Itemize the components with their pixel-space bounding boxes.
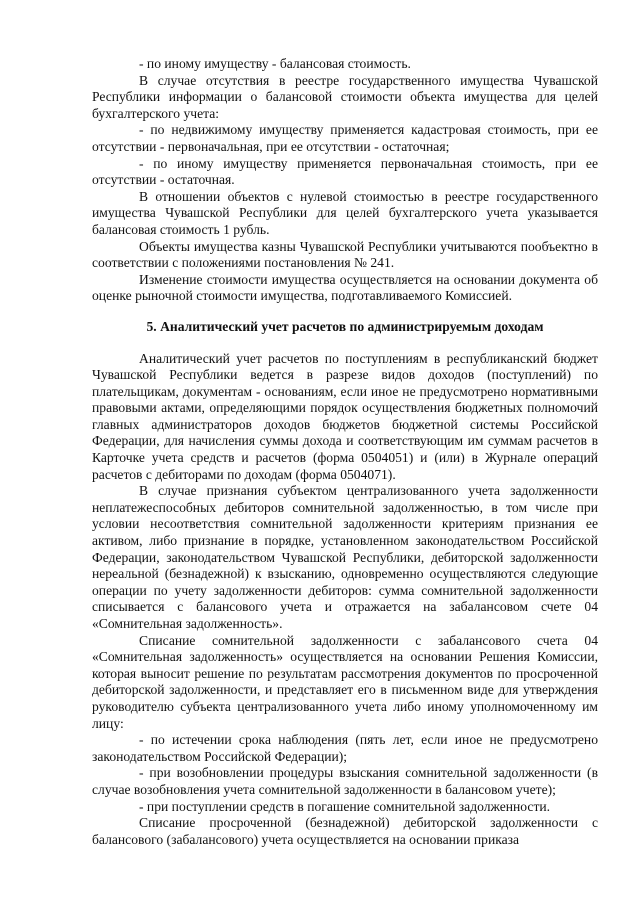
paragraph: - по истечении срока наблюдения (пять лет, если иное не предусмотрено законодательством Российской Федерации); [92,732,598,764]
paragraph: - по иному имуществу применяется первоначальная стоимость, при ее отсутствии - остаточная. [92,155,598,188]
paragraph: Списание сомнительной задолженности с забалансового счета 04 «Сомнительная задолженность» осуществляется на основании Решения Комиссии, которая выносит решение по результатам рассмотрения документов по просроченной дебиторской задолженности, и представляет его в письменном виде для утверждения руководителю субъекта централизованного учета либо иному уполномоченному им лицу: [92,632,598,731]
paragraph: Аналитический учет расчетов по поступлениям в республиканский бюджет Чувашской Республики ведется в разрезе видов доходов (поступлений) по плательщикам, документам - основаниям, если иное не предусмотрено нормативными правовыми актами, определяющими порядок осуществления бюджетных полномочий главных администраторов доходов бюджетов бюджетной системы Российской Федерации, для начисления суммы дохода и соответствующим им суммам расчетов в Карточке учета средств и расчетов (форма 0504051) и (или) в Журнале операций расчетов с дебиторами по доходам (форма 0504071). [92,350,598,482]
paragraph: Изменение стоимости имущества осуществляется на основании документа об оценке рыночной стоимости имущества, подготавливаемого Комиссией. [92,271,598,304]
paragraph: - по иному имуществу - балансовая стоимость. [139,56,411,71]
paragraph: В отношении объектов с нулевой стоимостью в реестре государственного имущества Чувашской Республики для целей бухгалтерского учета указывается балансовая стоимость 1 рубль. [92,188,598,237]
paragraph: - при возобновлении процедуры взыскания сомнительной задолженности (в случае возобновления учета сомнительной задолженности в балансовом учете); [92,765,598,797]
paragraph: Списание просроченной (безнадежной) дебиторской задолженности с балансового (забалансового) учета осуществляется на основании приказа [92,815,598,847]
paragraph: В случае отсутствия в реестре государственного имущества Чувашской Республики информации о балансовой стоимости объекта имущества для целей бухгалтерского учета: [92,72,598,121]
paragraph: - при поступлении средств в погашение сомнительной задолженности. [139,798,551,814]
paragraph: Объекты имущества казны Чувашской Республики учитываются пообъектно в соответствии с положениями постановления № 241. [92,238,598,271]
paragraph: - по недвижимому имуществу применяется кадастровая стоимость, при ее отсутствии - первоначальная, при ее отсутствии - остаточная; [92,122,598,154]
document-page [92,56,598,848]
paragraph: В случае признания субъектом централизованного учета задолженности неплатежеспособных дебиторов сомнительной задолженностью, в том числе при условии несоответствия сомнительной задолженности критериям признания ее активом, либо признание в порядке, установленном законодательством Российской Федерации, законодательством Чувашской Республики, дебиторской задолженности нереальной (безнадежной) к взысканию, одновременно осуществляются следующие операции по учету задолженности дебиторов: сумма сомнительной задолженности списывается с балансового учета и отражается на забалансовом счете 04 «Сомнительная задолженность». [92,483,598,631]
section-heading: 5. Аналитический учет расчетов по администрируемым доходам [146,318,544,334]
